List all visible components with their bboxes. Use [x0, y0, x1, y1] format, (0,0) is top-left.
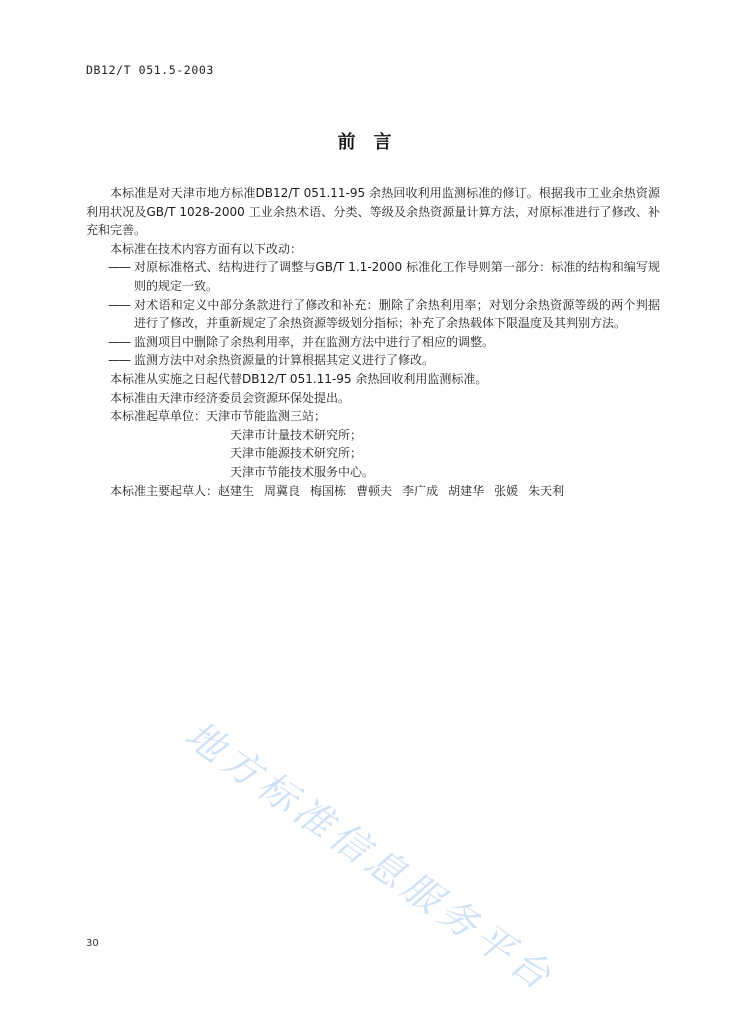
drafter-name: 曹顿夫 — [356, 483, 393, 498]
standard-code-header: DB12/T 051.5-2003 — [86, 63, 214, 77]
drafting-unit: 天津市能源技术研究所； — [230, 446, 363, 461]
drafter-name: 梅国栋 — [310, 483, 347, 498]
change-item-text: 对原标准格式、结构进行了调整与GB/T 1.1-2000 标准化工作导则第一部分：标准的结构和编写规则的规定一致。 — [134, 260, 660, 293]
drafter-name: 李广成 — [402, 483, 439, 498]
drafter-name: 胡建华 — [448, 483, 485, 498]
change-item — [86, 351, 660, 370]
drafters-line — [86, 482, 660, 501]
change-item-text: 监测项目中删除了余热利用率，并在监测方法中进行了相应的调整。 — [134, 334, 495, 349]
foreword-body — [86, 184, 660, 500]
intro-paragraph: 本标准是对天津市地方标准DB12/T 051.11-95 余热回收利用监测标准的修订。根据我市工业余热资源利用状况及GB/T 1028-2000 工业余热术语、分类、等级及余热资源量计算方法，对原标准进行了修改、补充和完善。 — [86, 186, 660, 238]
change-item-text: 监测方法中对余热资源量的计算根据其定义进行了修改。 — [134, 353, 435, 368]
drafting-units-block — [86, 407, 660, 426]
drafting-unit: 天津市节能技术服务中心。 — [230, 464, 375, 479]
drafter-name: 周冀良 — [264, 483, 301, 498]
page-number: 30 — [86, 938, 99, 949]
watermark: 地方标准信息服务平台 — [177, 712, 564, 1001]
drafting-unit: 天津市计量技术研究所； — [230, 427, 363, 442]
page-title: 前 言 — [337, 132, 392, 153]
drafters-label: 本标准主要起草人： — [110, 483, 219, 498]
dash-marker: —— — [108, 334, 130, 349]
drafting-unit: 天津市节能监测三站； — [206, 409, 327, 424]
dash-marker: —— — [108, 297, 130, 312]
drafter-name: 赵建生 — [218, 483, 255, 498]
proposed-by-note: 本标准由天津市经济委员会资源环保处提出。 — [110, 390, 351, 405]
dash-marker: —— — [108, 260, 130, 275]
drafter-name: 张媛 — [494, 483, 519, 498]
drafter-name: 朱天利 — [528, 483, 565, 498]
drafting-units-label: 本标准起草单位： — [110, 409, 207, 424]
changes-lead-paragraph: 本标准在技术内容方面有以下改动： — [110, 241, 303, 256]
change-item — [86, 258, 660, 295]
change-item-text: 对术语和定义中部分条款进行了修改和补充：删除了余热利用率；对划分余热资源等级的两个判据进行了修改，并重新规定了余热资源等级划分指标；补充了余热载体下限温度及其判别方法。 — [134, 297, 660, 331]
change-item — [86, 333, 660, 352]
dash-marker: —— — [108, 353, 130, 368]
change-item — [86, 296, 660, 333]
replaces-note: 本标准从实施之日起代替DB12/T 051.11-95 余热回收利用监测标准。 — [110, 371, 488, 386]
